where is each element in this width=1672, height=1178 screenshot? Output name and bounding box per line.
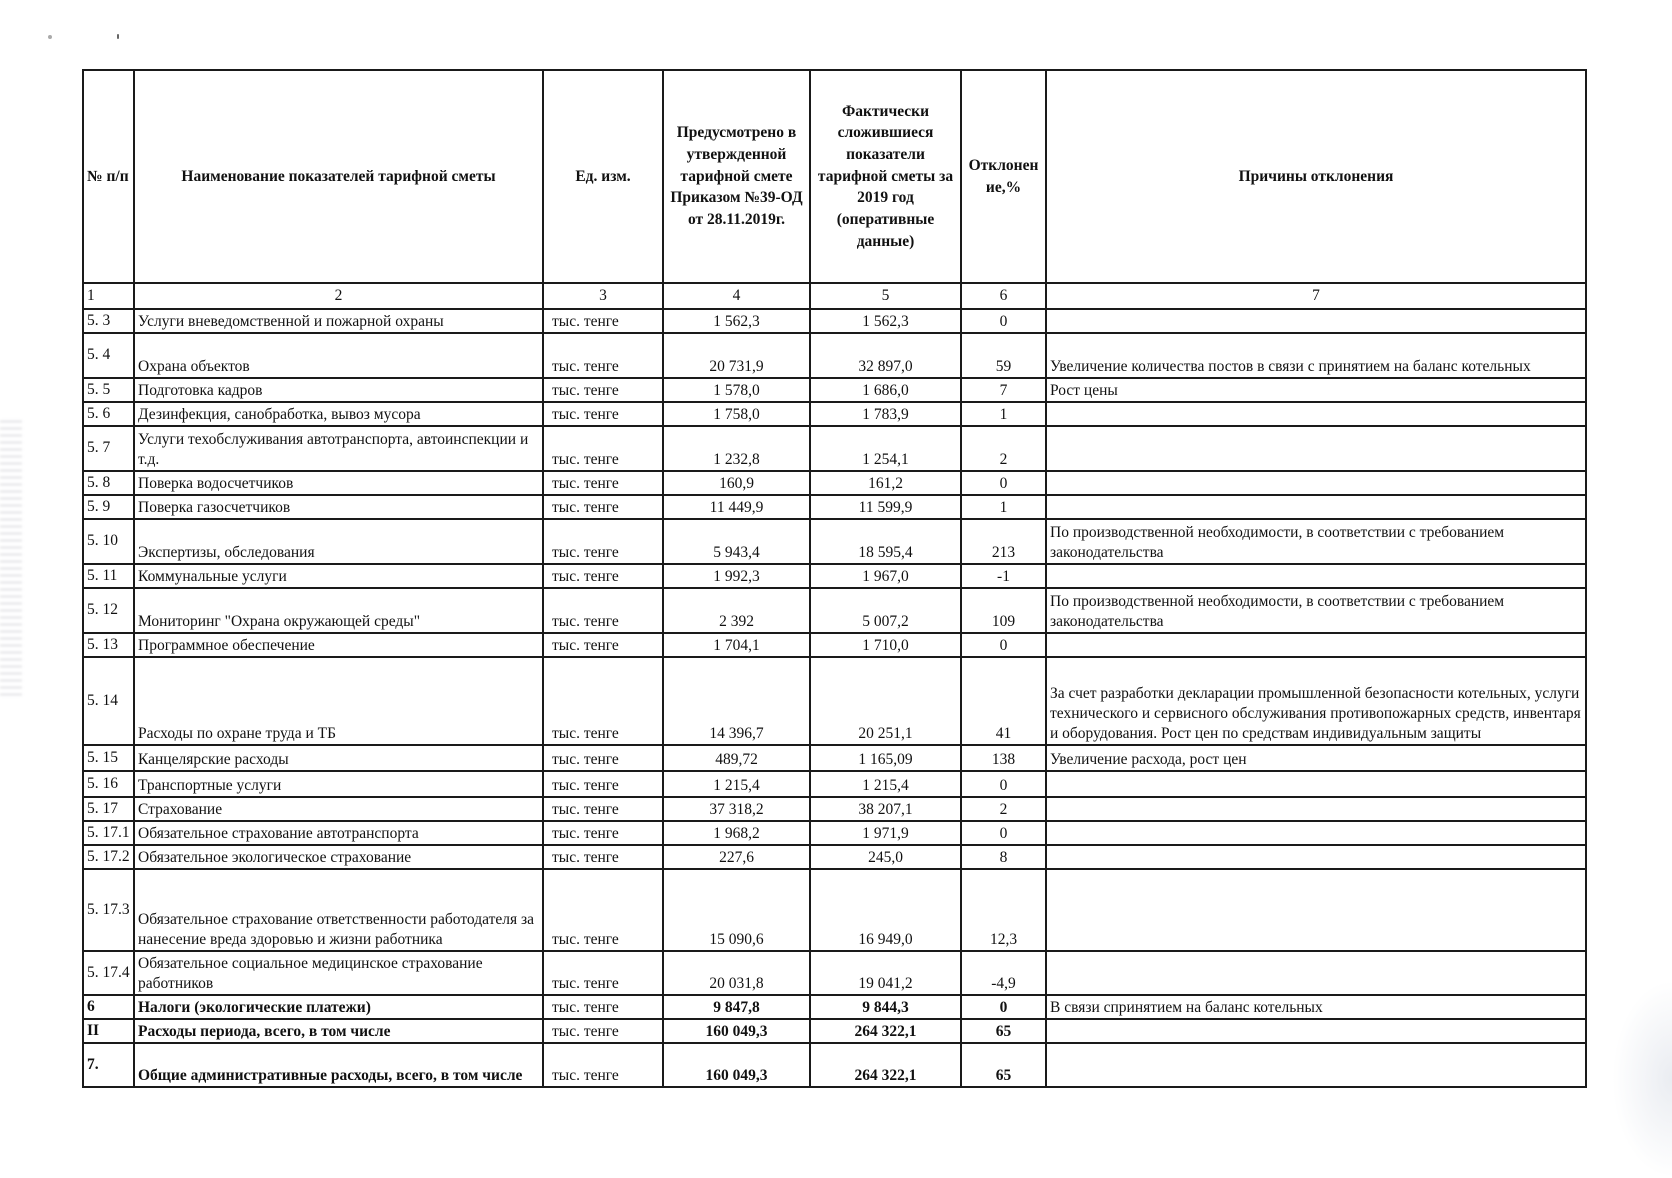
scan-speck [48, 35, 52, 39]
actual-value: 1 686,0 [810, 378, 961, 402]
actual-value: 32 897,0 [810, 333, 961, 378]
unit-of-measure: тыс. тенге [543, 1043, 663, 1087]
deviation-reason: Увеличение расхода, рост цен [1046, 745, 1586, 771]
unit-of-measure: тыс. тенге [543, 402, 663, 426]
row-number: 7. [83, 1043, 134, 1087]
actual-value: 19 041,2 [810, 951, 961, 995]
planned-value: 1 562,3 [663, 309, 810, 333]
actual-value: 5 007,2 [810, 588, 961, 633]
table-row [83, 951, 1586, 995]
indicator-name: Обязательное социальное медицинское страхование работников [134, 951, 543, 995]
planned-value: 20 731,9 [663, 333, 810, 378]
header-num: № п/п [83, 70, 134, 283]
planned-value: 1 232,8 [663, 426, 810, 471]
column-index: 1 [83, 283, 134, 309]
actual-value: 1 215,4 [810, 771, 961, 797]
deviation-percent: 41 [961, 657, 1046, 745]
actual-value: 1 783,9 [810, 402, 961, 426]
planned-value: 5 943,4 [663, 519, 810, 564]
header-plan: Предусмотрено в утвержденной тарифной смете Приказом №39-ОД от 28.11.2019г. [663, 70, 810, 283]
indicator-name: Общие административные расходы, всего, в том числе [134, 1043, 543, 1087]
actual-value: 245,0 [810, 845, 961, 869]
planned-value: 15 090,6 [663, 869, 810, 951]
row-number: 5. 17.4 [83, 951, 134, 995]
deviation-reason [1046, 869, 1586, 951]
planned-value: 227,6 [663, 845, 810, 869]
row-number: 5. 9 [83, 495, 134, 519]
unit-of-measure: тыс. тенге [543, 771, 663, 797]
actual-value: 1 254,1 [810, 426, 961, 471]
unit-of-measure: тыс. тенге [543, 745, 663, 771]
indicator-name: Канцелярские расходы [134, 745, 543, 771]
actual-value: 1 562,3 [810, 309, 961, 333]
deviation-percent: 7 [961, 378, 1046, 402]
row-number: 5. 17.1 [83, 821, 134, 845]
actual-value: 1 967,0 [810, 564, 961, 588]
row-number: 6 [83, 995, 134, 1019]
header-fact: Фактически сложившиеся показатели тарифной сметы за 2019 год (оперативные данные) [810, 70, 961, 283]
planned-value: 1 215,4 [663, 771, 810, 797]
actual-value: 1 710,0 [810, 633, 961, 657]
table-row [83, 657, 1586, 745]
table-row [83, 402, 1586, 426]
table-row [83, 633, 1586, 657]
deviation-percent: 0 [961, 471, 1046, 495]
table-row [83, 1043, 1586, 1087]
actual-value: 38 207,1 [810, 797, 961, 821]
actual-value: 1 165,09 [810, 745, 961, 771]
deviation-reason [1046, 564, 1586, 588]
row-number: II [83, 1019, 134, 1043]
header-reason: Причины отклонения [1046, 70, 1586, 283]
indicator-name: Обязательное страхование ответственности работодателя за нанесение вреда здоровью и жизни работника [134, 869, 543, 951]
unit-of-measure: тыс. тенге [543, 564, 663, 588]
row-number: 5. 8 [83, 471, 134, 495]
row-number: 5. 13 [83, 633, 134, 657]
table-row [83, 745, 1586, 771]
table-row [83, 845, 1586, 869]
deviation-percent: 1 [961, 402, 1046, 426]
table-row [83, 309, 1586, 333]
deviation-reason [1046, 821, 1586, 845]
column-index: 2 [134, 283, 543, 309]
unit-of-measure: тыс. тенге [543, 797, 663, 821]
deviation-reason [1046, 951, 1586, 995]
row-number: 5. 16 [83, 771, 134, 797]
deviation-reason: Рост цены [1046, 378, 1586, 402]
indicator-name: Поверка водосчетчиков [134, 471, 543, 495]
column-index: 3 [543, 283, 663, 309]
deviation-reason [1046, 771, 1586, 797]
row-number: 5. 5 [83, 378, 134, 402]
deviation-percent: 65 [961, 1043, 1046, 1087]
indicator-name: Программное обеспечение [134, 633, 543, 657]
planned-value: 2 392 [663, 588, 810, 633]
unit-of-measure: тыс. тенге [543, 519, 663, 564]
column-index: 5 [810, 283, 961, 309]
indicator-name: Обязательное страхование автотранспорта [134, 821, 543, 845]
planned-value: 20 031,8 [663, 951, 810, 995]
indicator-name: Расходы периода, всего, в том числе [134, 1019, 543, 1043]
indicator-name: Поверка газосчетчиков [134, 495, 543, 519]
table-row [83, 995, 1586, 1019]
actual-value: 1 971,9 [810, 821, 961, 845]
deviation-percent: 65 [961, 1019, 1046, 1043]
unit-of-measure: тыс. тенге [543, 633, 663, 657]
table-row [83, 333, 1586, 378]
planned-value: 160 049,3 [663, 1043, 810, 1087]
planned-value: 160 049,3 [663, 1019, 810, 1043]
deviation-reason [1046, 845, 1586, 869]
deviation-reason [1046, 402, 1586, 426]
deviation-reason [1046, 797, 1586, 821]
unit-of-measure: тыс. тенге [543, 821, 663, 845]
table-row [83, 869, 1586, 951]
row-number: 5. 17 [83, 797, 134, 821]
unit-of-measure: тыс. тенге [543, 333, 663, 378]
deviation-reason [1046, 309, 1586, 333]
deviation-percent: 109 [961, 588, 1046, 633]
scan-artifact-right [1612, 980, 1672, 1178]
row-number: 5. 4 [83, 333, 134, 378]
planned-value: 1 758,0 [663, 402, 810, 426]
indicator-name: Обязательное экологическое страхование [134, 845, 543, 869]
deviation-percent: 0 [961, 771, 1046, 797]
deviation-percent: 8 [961, 845, 1046, 869]
planned-value: 11 449,9 [663, 495, 810, 519]
unit-of-measure: тыс. тенге [543, 657, 663, 745]
planned-value: 9 847,8 [663, 995, 810, 1019]
row-number: 5. 14 [83, 657, 134, 745]
planned-value: 1 578,0 [663, 378, 810, 402]
actual-value: 9 844,3 [810, 995, 961, 1019]
indicator-name: Расходы по охране труда и ТБ [134, 657, 543, 745]
header-name: Наименование показателей тарифной сметы [134, 70, 543, 283]
planned-value: 37 318,2 [663, 797, 810, 821]
actual-value: 11 599,9 [810, 495, 961, 519]
table-row [83, 771, 1586, 797]
table-row [83, 797, 1586, 821]
planned-value: 1 992,3 [663, 564, 810, 588]
deviation-reason [1046, 633, 1586, 657]
unit-of-measure: тыс. тенге [543, 1019, 663, 1043]
table-row [83, 426, 1586, 471]
deviation-reason: Увеличение количества постов в связи с принятием на баланс котельных [1046, 333, 1586, 378]
table-row [83, 519, 1586, 564]
actual-value: 16 949,0 [810, 869, 961, 951]
planned-value: 1 704,1 [663, 633, 810, 657]
actual-value: 264 322,1 [810, 1043, 961, 1087]
indicator-name: Услуги техобслуживания автотранспорта, автоинспекции и т.д. [134, 426, 543, 471]
deviation-percent: 0 [961, 633, 1046, 657]
planned-value: 489,72 [663, 745, 810, 771]
table-row [83, 1019, 1586, 1043]
row-number: 5. 7 [83, 426, 134, 471]
deviation-percent: 12,3 [961, 869, 1046, 951]
unit-of-measure: тыс. тенге [543, 495, 663, 519]
column-index: 7 [1046, 283, 1586, 309]
deviation-percent: 2 [961, 426, 1046, 471]
planned-value: 1 968,2 [663, 821, 810, 845]
actual-value: 161,2 [810, 471, 961, 495]
header-unit: Ед. изм. [543, 70, 663, 283]
tariff-estimate-table [82, 69, 1587, 1088]
row-number: 5. 17.3 [83, 869, 134, 951]
unit-of-measure: тыс. тенге [543, 378, 663, 402]
planned-value: 160,9 [663, 471, 810, 495]
unit-of-measure: тыс. тенге [543, 426, 663, 471]
indicator-name: Охрана объектов [134, 333, 543, 378]
indicator-name: Транспортные услуги [134, 771, 543, 797]
table-row [83, 564, 1586, 588]
indicator-name: Экспертизы, обследования [134, 519, 543, 564]
header-deviation: Отклонен ие,% [961, 70, 1046, 283]
deviation-percent: 0 [961, 821, 1046, 845]
unit-of-measure: тыс. тенге [543, 471, 663, 495]
row-number: 5. 17.2 [83, 845, 134, 869]
indicator-name: Страхование [134, 797, 543, 821]
deviation-reason [1046, 1043, 1586, 1087]
indicator-name: Дезинфекция, санобработка, вывоз мусора [134, 402, 543, 426]
deviation-percent: 2 [961, 797, 1046, 821]
deviation-reason [1046, 495, 1586, 519]
row-number: 5. 10 [83, 519, 134, 564]
actual-value: 20 251,1 [810, 657, 961, 745]
header-row [83, 70, 1586, 283]
deviation-reason [1046, 426, 1586, 471]
unit-of-measure: тыс. тенге [543, 951, 663, 995]
table-row [83, 588, 1586, 633]
planned-value: 14 396,7 [663, 657, 810, 745]
unit-of-measure: тыс. тенге [543, 588, 663, 633]
deviation-reason: По производственной необходимости, в соответствии с требованием законодательства [1046, 588, 1586, 633]
indicator-name: Мониторинг "Охрана окружающей среды" [134, 588, 543, 633]
deviation-reason [1046, 1019, 1586, 1043]
column-index: 4 [663, 283, 810, 309]
deviation-percent: -1 [961, 564, 1046, 588]
row-number: 5. 6 [83, 402, 134, 426]
row-number: 5. 15 [83, 745, 134, 771]
deviation-percent: 0 [961, 309, 1046, 333]
table-row [83, 821, 1586, 845]
indicator-name: Подготовка кадров [134, 378, 543, 402]
deviation-percent: 138 [961, 745, 1046, 771]
deviation-reason: По производственной необходимости, в соответствии с требованием законодательства [1046, 519, 1586, 564]
unit-of-measure: тыс. тенге [543, 869, 663, 951]
unit-of-measure: тыс. тенге [543, 995, 663, 1019]
deviation-percent: 1 [961, 495, 1046, 519]
indicator-name: Налоги (экологические платежи) [134, 995, 543, 1019]
unit-of-measure: тыс. тенге [543, 309, 663, 333]
indicator-name: Коммунальные услуги [134, 564, 543, 588]
row-number: 5. 3 [83, 309, 134, 333]
indicator-name: Услуги вневедомственной и пожарной охраны [134, 309, 543, 333]
deviation-percent: 213 [961, 519, 1046, 564]
scan-artifact-left [0, 420, 22, 700]
deviation-percent: 0 [961, 995, 1046, 1019]
unit-of-measure: тыс. тенге [543, 845, 663, 869]
column-index-row [83, 283, 1586, 309]
scan-speck [117, 34, 119, 39]
column-index: 6 [961, 283, 1046, 309]
table-row [83, 471, 1586, 495]
table-row [83, 495, 1586, 519]
deviation-percent: 59 [961, 333, 1046, 378]
deviation-reason: В связи спринятием на баланс котельных [1046, 995, 1586, 1019]
row-number: 5. 11 [83, 564, 134, 588]
actual-value: 18 595,4 [810, 519, 961, 564]
deviation-percent: -4,9 [961, 951, 1046, 995]
table-body [83, 309, 1586, 1087]
deviation-reason: За счет разработки декларации промышленной безопасности котельных, услуги технического и сервисного обслуживания противопожарных средств, инвентаря и оборудования. Рост цен по средствам индивидуальным защиты [1046, 657, 1586, 745]
actual-value: 264 322,1 [810, 1019, 961, 1043]
row-number: 5. 12 [83, 588, 134, 633]
deviation-reason [1046, 471, 1586, 495]
table-row [83, 378, 1586, 402]
